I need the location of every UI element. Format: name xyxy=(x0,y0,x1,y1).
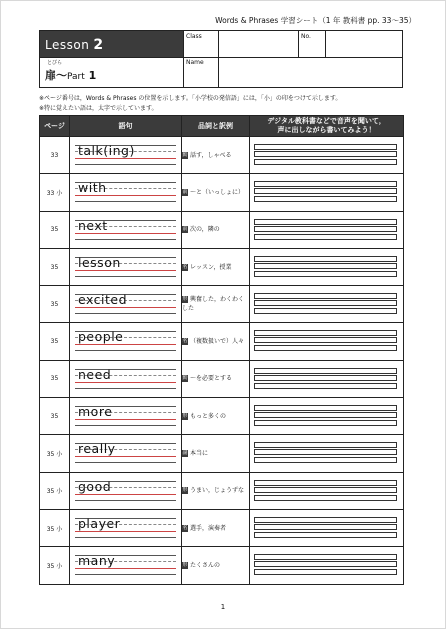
part-number: 1 xyxy=(88,69,97,82)
word-cell xyxy=(70,360,182,397)
practice-writing-box[interactable] xyxy=(254,487,397,493)
column-header-meaning: 品詞と訳例 xyxy=(182,116,250,137)
practice-writing-box[interactable] xyxy=(254,144,397,150)
meaning-cell xyxy=(182,435,250,472)
word-cell xyxy=(70,286,182,323)
page-ref: 35 xyxy=(50,412,59,420)
page-cell xyxy=(40,211,70,248)
word-table xyxy=(39,115,404,585)
note-line: ※特に覚えたい語は，太字で示しています。 xyxy=(39,105,158,112)
practice-writing-box[interactable] xyxy=(254,524,397,530)
table-row xyxy=(40,137,404,174)
part-of-speech-badge: 形 xyxy=(182,412,188,419)
practice-writing-box[interactable] xyxy=(254,263,397,269)
practice-writing-box[interactable] xyxy=(254,256,397,262)
practice-writing-box[interactable] xyxy=(254,383,397,389)
header-divider xyxy=(40,57,183,58)
meaning-cell xyxy=(182,286,250,323)
meaning-cell xyxy=(182,211,250,248)
practice-writing-box[interactable] xyxy=(254,405,397,411)
page-cell xyxy=(40,137,70,174)
practice-cell[interactable] xyxy=(250,174,404,211)
practice-writing-box[interactable] xyxy=(254,569,397,575)
vocab-word: many xyxy=(78,553,116,569)
no-field[interactable] xyxy=(325,31,402,57)
practice-writing-box[interactable] xyxy=(254,300,397,306)
vocab-word: next xyxy=(78,217,108,233)
part-of-speech-badge: 名 xyxy=(182,263,188,270)
word-cell xyxy=(70,174,182,211)
practice-cell[interactable] xyxy=(250,398,404,435)
column-header-page: ページ xyxy=(40,116,70,137)
practice-cell[interactable] xyxy=(250,286,404,323)
word-cell xyxy=(70,211,182,248)
no-label-cell xyxy=(298,31,325,57)
part-of-speech-badge: 副 xyxy=(182,450,188,457)
part-title xyxy=(45,67,96,83)
practice-writing-box[interactable] xyxy=(254,181,397,187)
vocab-word: really xyxy=(78,441,116,457)
word-cell xyxy=(70,323,182,360)
part-of-speech-badge: 形 xyxy=(182,296,188,303)
meaning-text: 次の，隣の xyxy=(190,226,220,234)
vocab-word: good xyxy=(78,478,112,494)
practice-writing-box[interactable] xyxy=(254,234,397,240)
practice-writing-box[interactable] xyxy=(254,532,397,538)
practice-cell[interactable] xyxy=(250,211,404,248)
part-of-speech-badge: 前 xyxy=(182,188,188,195)
part-ruby: とびら xyxy=(47,60,63,66)
practice-writing-box[interactable] xyxy=(254,151,397,157)
meaning-text: たくさんの xyxy=(190,561,221,569)
practice-writing-box[interactable] xyxy=(254,375,397,381)
meaning-cell xyxy=(182,472,250,509)
practice-writing-box[interactable] xyxy=(254,271,397,277)
word-cell xyxy=(70,472,182,509)
meaning-text: レッスン，授業 xyxy=(190,263,232,271)
practice-writing-box[interactable] xyxy=(254,308,397,314)
lesson-title-box xyxy=(40,31,183,57)
meaning-text: （複数扱いで）人々 xyxy=(190,338,245,346)
practice-cell[interactable] xyxy=(250,248,404,285)
table-row xyxy=(40,211,404,248)
class-field[interactable] xyxy=(218,31,298,57)
page-ref: 35 小 xyxy=(46,562,63,570)
vocab-word: lesson xyxy=(78,254,121,270)
practice-writing-box[interactable] xyxy=(254,337,397,343)
page-cell xyxy=(40,174,70,211)
page-ref: 35 xyxy=(50,263,59,271)
practice-cell[interactable] xyxy=(250,323,404,360)
part-label: Part xyxy=(67,72,85,82)
practice-writing-box[interactable] xyxy=(254,330,397,336)
document-title: Words & Phrases 学習シート（1 年 教科書 pp. 33～35） xyxy=(215,16,416,25)
table-header-row xyxy=(40,116,404,137)
practice-writing-box[interactable] xyxy=(254,159,397,165)
part-title-text: 扉～ xyxy=(45,69,67,82)
part-of-speech-badge: 動 xyxy=(182,375,188,382)
lesson-number: 2 xyxy=(93,37,104,53)
practice-cell[interactable] xyxy=(250,509,404,546)
part-of-speech-badge: 動 xyxy=(182,151,188,158)
page-ref: 35 小 xyxy=(46,451,63,459)
page-ref: 35 xyxy=(50,375,59,383)
page-cell xyxy=(40,398,70,435)
page-number: 1 xyxy=(220,603,226,611)
practice-writing-box[interactable] xyxy=(254,219,397,225)
practice-writing-box[interactable] xyxy=(254,457,397,463)
vocab-word: player xyxy=(78,515,121,531)
table-row xyxy=(40,360,404,397)
practice-writing-box[interactable] xyxy=(254,412,397,418)
page-ref: 33 小 xyxy=(46,189,63,197)
page-ref: 35 xyxy=(50,300,59,308)
table-row xyxy=(40,472,404,509)
page-ref: 35 xyxy=(50,338,59,346)
page-ref: 33 xyxy=(50,151,59,159)
practice-cell[interactable] xyxy=(250,472,404,509)
meaning-cell xyxy=(182,509,250,546)
meaning-text: 選手，演奏者 xyxy=(190,524,227,532)
meaning-cell xyxy=(182,398,250,435)
vocab-word: more xyxy=(78,404,113,420)
name-label: Name xyxy=(186,59,204,66)
table-row xyxy=(40,248,404,285)
meaning-text: ～と（いっしょに） xyxy=(190,188,245,196)
page-cell xyxy=(40,323,70,360)
practice-header-line: 声に出しながら書いてみよう！ xyxy=(277,126,376,134)
meaning-text: もっと多くの xyxy=(190,412,227,420)
column-header-practice xyxy=(250,116,404,137)
word-cell xyxy=(70,248,182,285)
practice-cell[interactable] xyxy=(250,547,404,584)
part-of-speech-badge: 名 xyxy=(182,524,188,531)
page-ref: 35 小 xyxy=(46,525,63,533)
practice-writing-box[interactable] xyxy=(254,368,397,374)
practice-writing-box[interactable] xyxy=(254,188,397,194)
word-cell xyxy=(70,137,182,174)
page-cell xyxy=(40,547,70,584)
practice-writing-box[interactable] xyxy=(254,196,397,202)
meaning-cell xyxy=(182,137,250,174)
practice-writing-box[interactable] xyxy=(254,449,397,455)
meaning-cell xyxy=(182,547,250,584)
meaning-text: 興奮した，わくわくした xyxy=(182,296,245,313)
vocab-word: people xyxy=(78,329,124,345)
practice-writing-box[interactable] xyxy=(254,554,397,560)
practice-writing-box[interactable] xyxy=(254,226,397,232)
class-label: Class xyxy=(186,33,202,40)
part-of-speech-badge: 前 xyxy=(182,226,188,233)
part-of-speech-badge: 名 xyxy=(182,338,188,345)
meaning-cell xyxy=(182,360,250,397)
page-cell xyxy=(40,248,70,285)
page-cell xyxy=(40,360,70,397)
page-cell xyxy=(40,509,70,546)
part-of-speech-badge: 形 xyxy=(182,561,188,568)
word-cell xyxy=(70,509,182,546)
page-ref: 35 小 xyxy=(46,488,63,496)
meaning-text: ～を必要とする xyxy=(190,375,233,383)
vocab-word: excited xyxy=(78,292,128,308)
table-row xyxy=(40,286,404,323)
table-row xyxy=(40,398,404,435)
part-title-box xyxy=(40,57,183,87)
meaning-text: うまい，じょうずな xyxy=(190,487,245,495)
table-body xyxy=(40,137,404,585)
name-field[interactable] xyxy=(218,57,402,87)
vocab-word: need xyxy=(78,366,112,382)
meaning-cell xyxy=(182,174,250,211)
word-cell xyxy=(70,547,182,584)
page-cell xyxy=(40,286,70,323)
vocab-word: talk(ing) xyxy=(78,143,135,158)
meaning-text: 話す，しゃべる xyxy=(190,151,232,159)
lesson-header xyxy=(39,30,403,88)
page-cell xyxy=(40,472,70,509)
practice-writing-box[interactable] xyxy=(254,293,397,299)
practice-header-line: デジタル教科書などで音声を聞いて， xyxy=(267,117,386,125)
vocab-word: with xyxy=(78,180,107,196)
meaning-cell xyxy=(182,323,250,360)
practice-cell[interactable] xyxy=(250,435,404,472)
practice-cell[interactable] xyxy=(250,137,404,174)
practice-writing-box[interactable] xyxy=(254,517,397,523)
word-cell xyxy=(70,435,182,472)
practice-writing-box[interactable] xyxy=(254,420,397,426)
page-cell xyxy=(40,435,70,472)
table-row xyxy=(40,435,404,472)
lesson-word: Lesson xyxy=(45,38,90,52)
column-header-word: 語句 xyxy=(70,116,182,137)
table-row xyxy=(40,323,404,360)
practice-writing-box[interactable] xyxy=(254,480,397,486)
practice-writing-box[interactable] xyxy=(254,561,397,567)
word-cell xyxy=(70,398,182,435)
practice-cell[interactable] xyxy=(250,360,404,397)
practice-writing-box[interactable] xyxy=(254,345,397,351)
name-label-cell xyxy=(183,57,218,87)
class-label-cell xyxy=(183,31,218,57)
practice-writing-box[interactable] xyxy=(254,495,397,501)
note-line: ※ページ番号は，Words & Phrases の位置を示します。「小学校の発信語」には，「小」の印をつけて示します。 xyxy=(39,95,342,102)
table-row xyxy=(40,547,404,584)
meaning-cell xyxy=(182,248,250,285)
part-of-speech-badge: 形 xyxy=(182,487,188,494)
table-row xyxy=(40,174,404,211)
meaning-text: 本当に xyxy=(190,450,209,458)
table-row xyxy=(40,509,404,546)
no-label: No. xyxy=(301,33,311,40)
practice-writing-box[interactable] xyxy=(254,442,397,448)
page-ref: 35 xyxy=(50,226,59,234)
instruction-notes xyxy=(39,94,341,114)
